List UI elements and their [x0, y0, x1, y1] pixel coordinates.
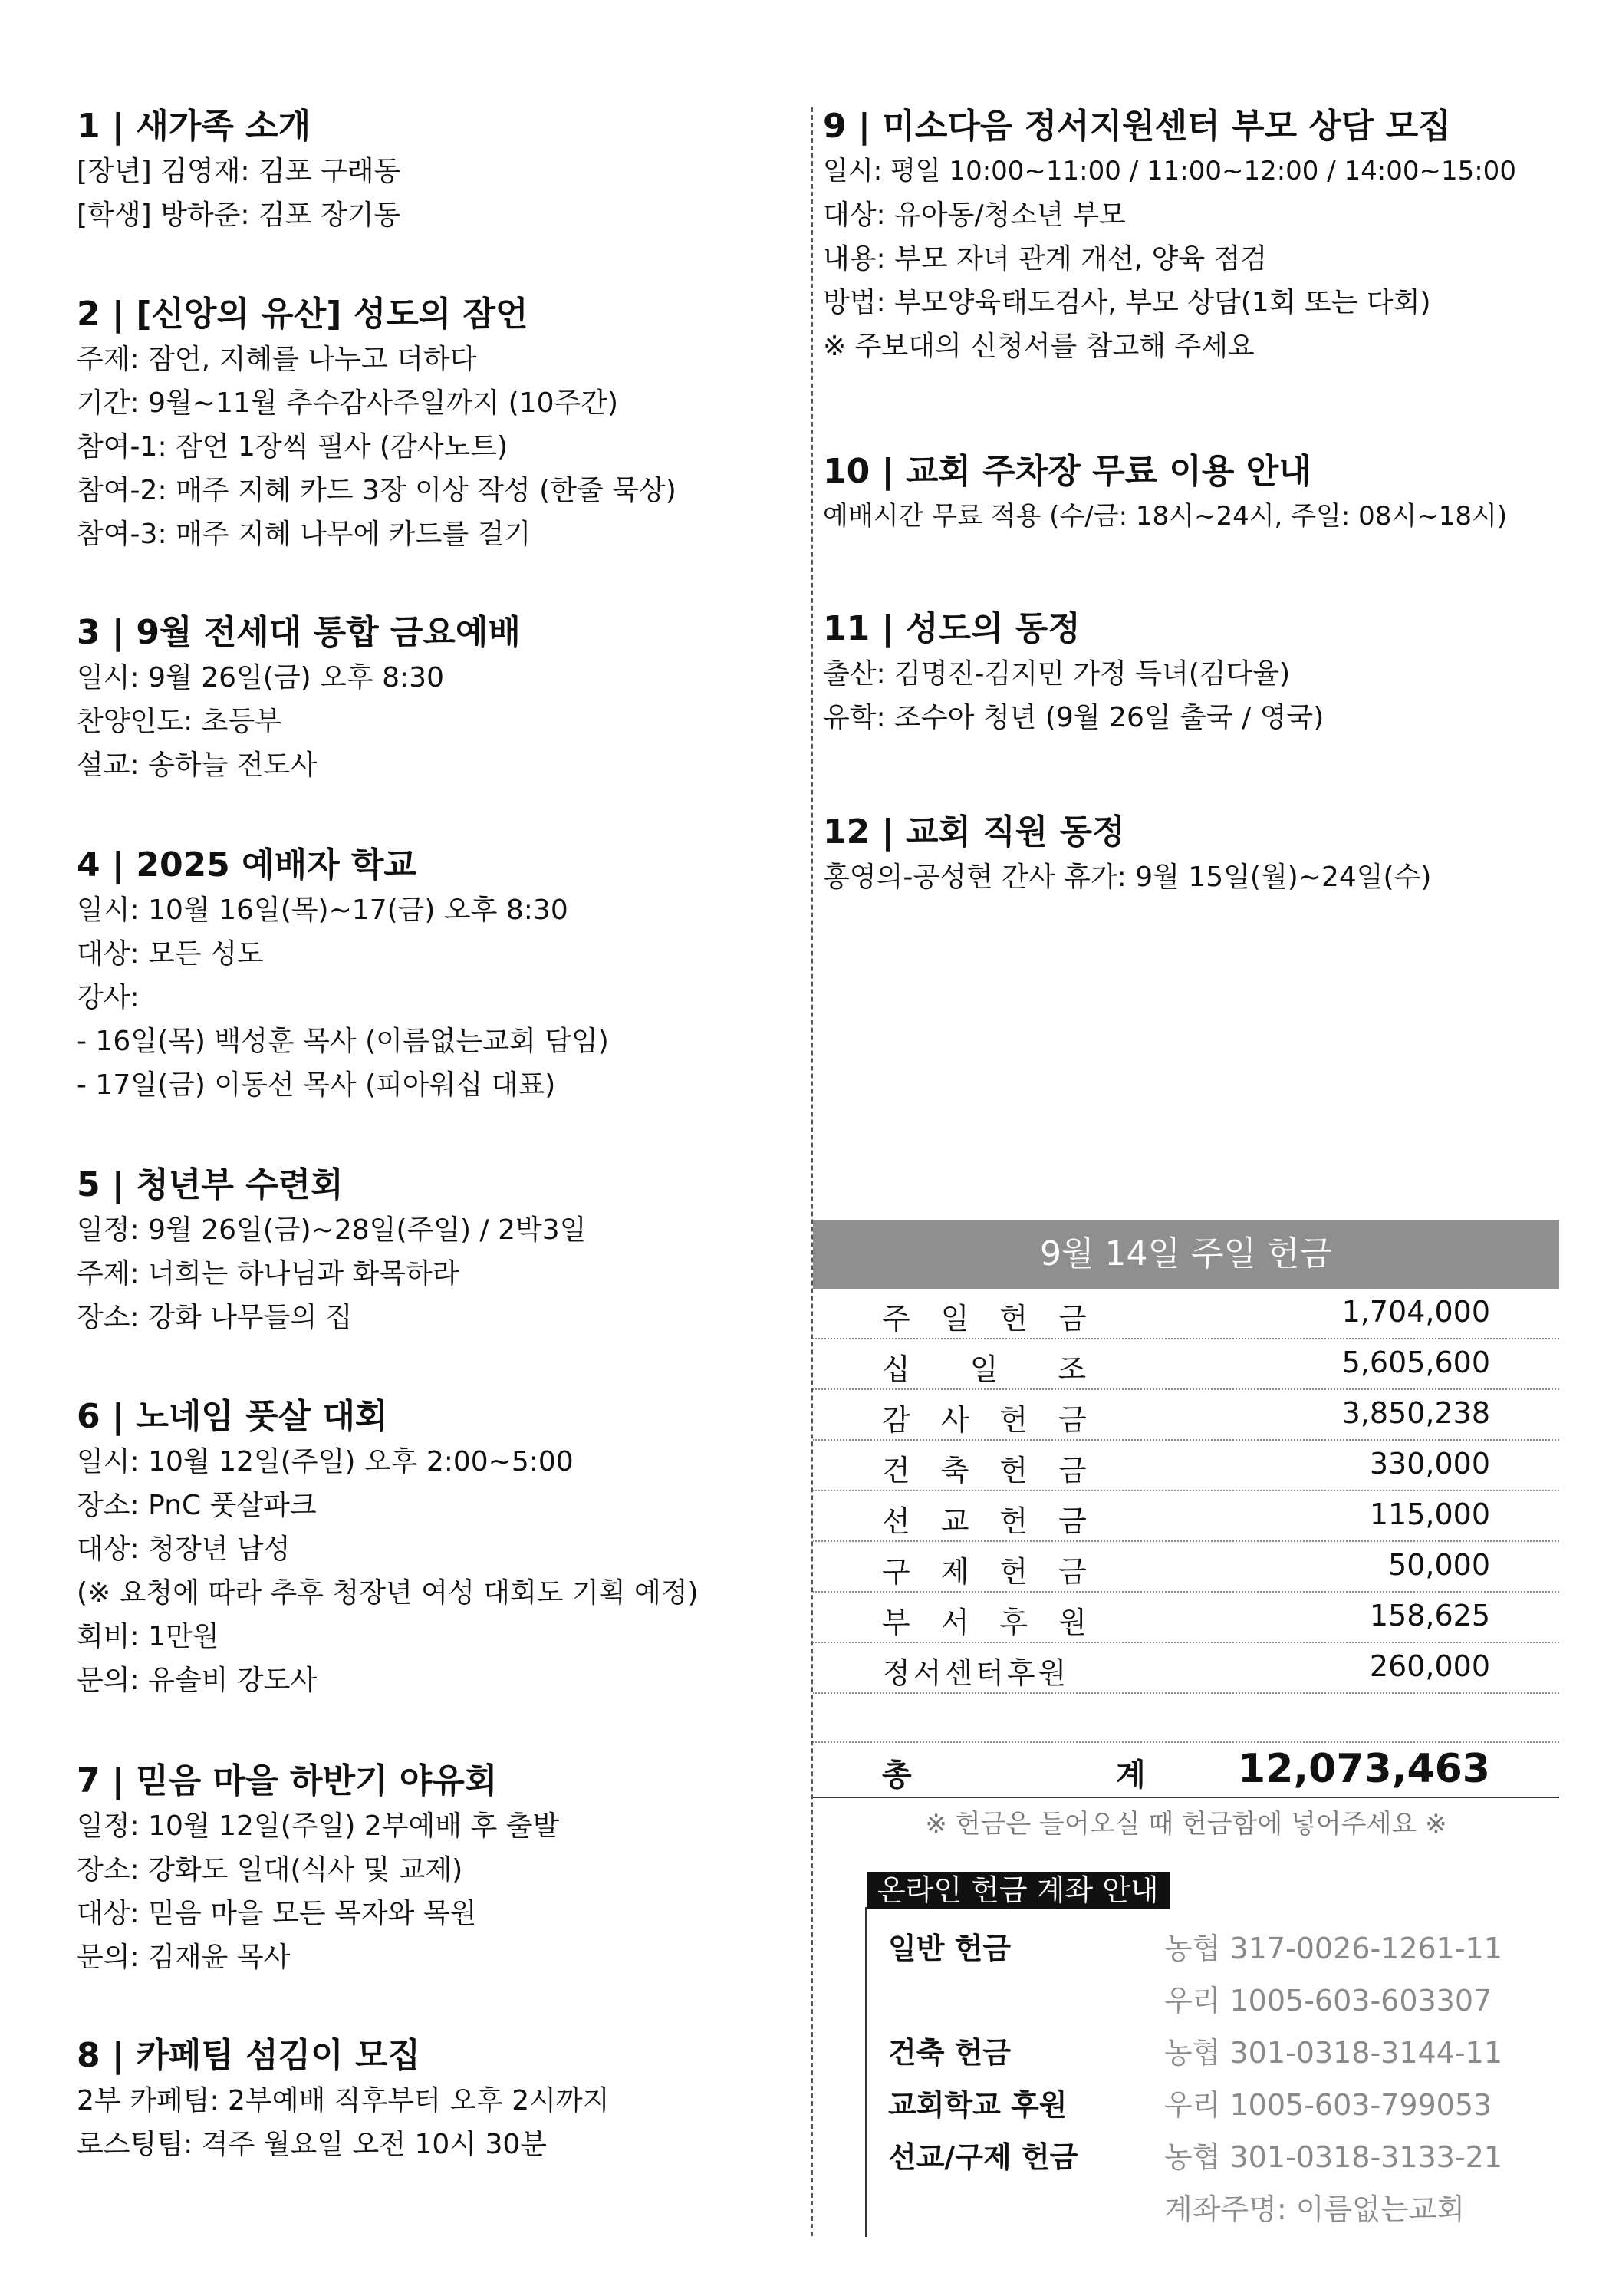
- online-accounts-title: 온라인 헌금 계좌 안내: [867, 1872, 1170, 1909]
- section-line: 일시: 평일 10:00~11:00 / 11:00~12:00 / 14:00~15:00: [823, 156, 1516, 186]
- account-number: 농협 301-0318-3133-21: [1164, 2140, 1502, 2174]
- offering-total-label: 총: [882, 1757, 912, 1793]
- section-futsal: [77, 1394, 699, 1702]
- offering-row: [813, 1289, 1559, 1339]
- section-line: 참여-1: 잠언 1장씩 필사 (감사노트): [77, 431, 508, 463]
- online-accounts-bracket: [865, 1907, 867, 2237]
- offering-label: 주일헌금: [882, 1302, 1117, 1336]
- offering-value: 260,000: [1369, 1649, 1490, 1683]
- account-holder: 계좌주명: 이름없는교회: [1164, 2192, 1465, 2226]
- offering-label: 감사헌금: [882, 1403, 1117, 1437]
- section-line: 일시: 9월 26일(금) 오후 8:30: [77, 662, 444, 693]
- section-staff-news: [823, 809, 1431, 899]
- account-number: 농협 317-0026-1261-11: [1164, 1932, 1502, 1965]
- section-outing: [77, 1758, 559, 1979]
- section-line: 장소: 강화도 일대(식사 및 교제): [77, 1854, 463, 1886]
- section-parking: [823, 449, 1507, 539]
- offering-value: 158,625: [1369, 1599, 1490, 1632]
- section-title: 2 | [신앙의 유산] 성도의 잠언: [77, 295, 528, 334]
- section-line: 찬양인도: 초등부: [77, 706, 282, 737]
- offering-value: 50,000: [1388, 1548, 1490, 1582]
- section-line: 회비: 1만원: [77, 1621, 219, 1652]
- account-number: 우리 1005-603-603307: [1164, 1984, 1492, 2018]
- section-counseling: [823, 104, 1516, 368]
- section-line: 2부 카페팀: 2부예배 직후부터 오후 2시까지: [77, 2085, 610, 2116]
- offering-row: [813, 1390, 1559, 1441]
- section-line: 예배시간 무료 적용 (수/금: 18시~24시, 주일: 08시~18시): [823, 501, 1508, 532]
- account-label: 교회학교 후원: [888, 2088, 1068, 2122]
- section-line: 기간: 9월~11월 추수감사주일까지 (10주간): [77, 387, 619, 419]
- section-proverbs: [77, 292, 676, 556]
- section-line: [장년] 김영재: 김포 구래동: [77, 156, 401, 187]
- section-line: ※ 주보대의 신청서를 참고해 주세요: [823, 331, 1255, 362]
- section-line: 설교: 송하늘 전도사: [77, 749, 318, 781]
- section-title: 11 | 성도의 동정: [823, 609, 1081, 648]
- section-line: 대상: 청장년 남성: [77, 1533, 291, 1565]
- offering-label: 십일조: [882, 1352, 1147, 1386]
- account-label: 건축 헌금: [888, 2036, 1012, 2070]
- offering-value: 115,000: [1369, 1497, 1490, 1531]
- section-line: 주제: 잠언, 지혜를 나누고 더하다: [77, 344, 477, 375]
- section-line: 일정: 10월 12일(주일) 2부예배 후 출발: [77, 1810, 560, 1842]
- offering-total-value: 12,073,463: [1238, 1746, 1490, 1792]
- section-line: 대상: 유아동/청소년 부모: [823, 199, 1126, 231]
- offering-label: 정서센터후원: [882, 1656, 1070, 1690]
- offering-total-row: [813, 1743, 1559, 1798]
- section-line: 주제: 너희는 하나님과 화목하라: [77, 1258, 459, 1290]
- section-line: 방법: 부모양육태도검사, 부모 상담(1회 또는 다회): [823, 287, 1431, 318]
- offering-value: 330,000: [1369, 1447, 1490, 1481]
- section-line: 일시: 10월 12일(주일) 오후 2:00~5:00: [77, 1446, 574, 1477]
- section-member-news: [823, 606, 1324, 740]
- offering-label: 부서후원: [882, 1606, 1117, 1639]
- section-line: 홍영의-공성현 간사 휴가: 9월 15일(월)~24일(수): [823, 861, 1432, 893]
- offering-total-label-2: 계: [1116, 1757, 1146, 1793]
- section-line: 참여-3: 매주 지혜 나무에 카드를 걸기: [77, 519, 531, 550]
- offering-label: 건축헌금: [882, 1454, 1117, 1487]
- section-cafe-team: [77, 2033, 609, 2166]
- section-youth-retreat: [77, 1162, 586, 1339]
- section-line: 참여-2: 매주 지혜 카드 3장 이상 작성 (한줄 묵상): [77, 475, 676, 506]
- section-line: 출산: 김명진-김지민 가정 득녀(김다율): [823, 658, 1291, 690]
- section-line: (※ 요청에 따라 추후 청장년 여성 대회도 기획 예정): [77, 1577, 699, 1609]
- section-title: 6 | 노네임 풋살 대회: [77, 1397, 388, 1436]
- offering-row: [813, 1339, 1559, 1390]
- offering-row: [813, 1542, 1559, 1593]
- section-title: 10 | 교회 주차장 무료 이용 안내: [823, 452, 1311, 491]
- section-title: 9 | 미소다음 정서지원센터 부모 상담 모집: [823, 107, 1451, 146]
- account-number: 농협 301-0318-3144-11: [1164, 2036, 1502, 2070]
- offering-label: 구제헌금: [882, 1555, 1117, 1589]
- offering-value: 1,704,000: [1341, 1295, 1490, 1329]
- offering-note: ※ 헌금은 들어오실 때 헌금함에 넣어주세요 ※: [925, 1809, 1447, 1840]
- offering-row-empty: [813, 1694, 1559, 1743]
- offering-row: [813, 1441, 1559, 1491]
- section-line: - 17일(금) 이동선 목사 (피아워십 대표): [77, 1069, 556, 1101]
- section-line: 대상: 믿음 마을 모든 목자와 목원: [77, 1898, 477, 1929]
- section-line: 로스팅팀: 격주 월요일 오전 10시 30분: [77, 2129, 548, 2160]
- section-line: 일정: 9월 26일(금)~28일(주일) / 2박3일: [77, 1214, 587, 1246]
- section-line: 문의: 유솔비 강도사: [77, 1665, 318, 1696]
- offering-label: 선교헌금: [882, 1504, 1117, 1538]
- section-new-family: [77, 104, 400, 237]
- offering-value: 5,605,600: [1341, 1346, 1490, 1379]
- section-line: 장소: 강화 나무들의 집: [77, 1302, 353, 1333]
- column-divider: [811, 107, 813, 2236]
- section-line: 내용: 부모 자녀 관계 개선, 양육 점검: [823, 243, 1268, 275]
- section-line: - 16일(목) 백성훈 목사 (이름없는교회 담임): [77, 1026, 609, 1057]
- section-title: 5 | 청년부 수련회: [77, 1165, 344, 1204]
- account-number: 우리 1005-603-799053: [1164, 2088, 1492, 2122]
- offering-title: 9월 14일 주일 헌금: [813, 1220, 1559, 1289]
- section-line: [학생] 방하준: 김포 장기동: [77, 199, 401, 231]
- section-title: 12 | 교회 직원 동정: [823, 812, 1125, 852]
- section-friday-worship: [77, 610, 521, 787]
- section-title: 7 | 믿음 마을 하반기 야유회: [77, 1761, 498, 1800]
- account-label: 선교/구제 헌금: [888, 2140, 1078, 2174]
- section-worship-school: [77, 842, 609, 1107]
- section-title: 3 | 9월 전세대 통합 금요예배: [77, 613, 521, 652]
- section-line: 유학: 조수아 청년 (9월 26일 출국 / 영국): [823, 702, 1324, 733]
- section-title: 1 | 새가족 소개: [77, 107, 311, 146]
- offering-row: [813, 1491, 1559, 1542]
- offering-row: [813, 1643, 1559, 1694]
- offering-table: [813, 1220, 1559, 1840]
- offering-row: [813, 1593, 1559, 1643]
- section-line: 강사:: [77, 982, 140, 1013]
- section-line: 문의: 김재윤 목사: [77, 1942, 291, 1973]
- section-line: 장소: PnC 풋살파크: [77, 1490, 317, 1521]
- section-title: 4 | 2025 예배자 학교: [77, 845, 416, 884]
- section-line: 대상: 모든 성도: [77, 938, 264, 970]
- account-label: 일반 헌금: [888, 1932, 1012, 1965]
- section-title: 8 | 카페팀 섬김이 모집: [77, 2036, 420, 2075]
- section-line: 일시: 10월 16일(목)~17(금) 오후 8:30: [77, 894, 568, 926]
- offering-value: 3,850,238: [1341, 1396, 1490, 1430]
